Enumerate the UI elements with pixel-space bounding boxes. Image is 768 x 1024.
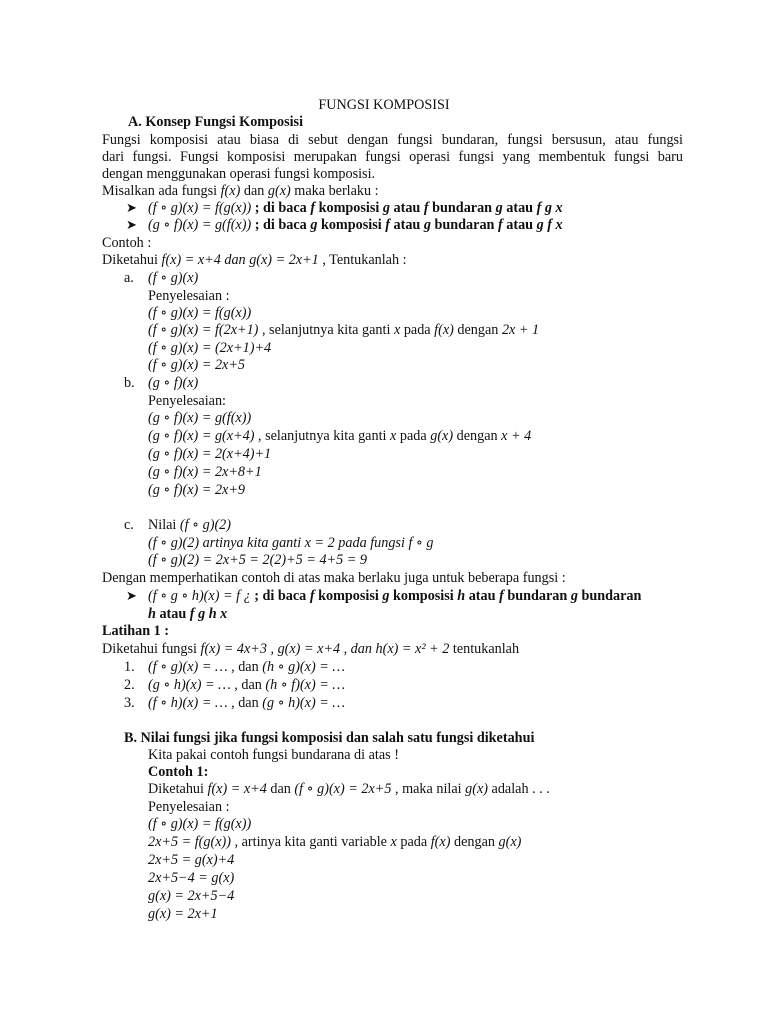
rule-1-t3: atau [389,200,424,216]
rule-2-t5: atau [502,217,537,233]
latihan-item-3-a: (f ∘ h)(x) = … , [148,695,235,711]
latihan-item-1-b: (h ∘ g)(x) = … [262,659,345,675]
diketahui-pre: Diketahui [102,252,162,268]
rule-2-g: g [310,217,318,233]
misalkan-gx: g(x) [267,183,291,199]
rule-2 [148,216,563,234]
latihan-item-3-mid: dan [234,695,263,711]
item-a-step-2-val: 2x + 1 [501,322,540,338]
contoh-1-step-5: g(x) = 2x+5−4 [148,888,235,904]
section-b-heading: B. Nilai fungsi jika fungsi komposisi dan salah satu fungsi diketahui [124,730,535,746]
rule-3-cont [148,605,227,623]
item-b-step-4: (g ∘ f)(x) = 2x+8+1 [148,464,262,480]
item-b-step-2-note: , selanjutnya kita ganti [254,428,391,444]
item-a-step-2-formula: (f ∘ g)(x) = f(2x+1) [148,322,259,338]
arrow-bullet-icon: ➤ [126,217,137,232]
item-b-penyelesaian: Penyelesaian: [148,393,227,409]
latihan-item-3 [148,694,345,712]
rule-3-g: g [382,588,390,604]
contoh-1-mid: dan [266,781,295,797]
contoh-1-step-2 [148,833,521,851]
rule-3-t3: komposisi [389,588,458,604]
rule-3-fghx: f g h x [189,606,228,622]
diketahui-post: , Tentukanlah : [318,252,407,268]
contoh-1-step-6: g(x) = 2x+1 [148,906,218,922]
rule-3-h: h [457,588,466,604]
contoh-1-step-2-x: x [390,834,397,850]
latihan-given [102,640,519,658]
rule-2-formula: (g ∘ f)(x) = g(f(x)) [148,217,252,233]
misalkan-line [102,182,379,200]
latihan-item-1 [148,658,345,676]
item-a-step-2-note: , selanjutnya kita ganti [258,322,394,338]
rule-1-formula: (f ∘ g)(x) = f(g(x)) [148,200,252,216]
rule-3-t4: atau [465,588,500,604]
item-a-step-1: (f ∘ g)(x) = f(g(x)) [148,305,252,321]
item-a-step-2-dengan: dengan [453,322,502,338]
rule-2-t2: komposisi [317,217,386,233]
contoh-1-step-1: (f ∘ g)(x) = f(g(x)) [148,816,252,832]
intro-line-3: dengan menggunakan operasi fungsi komposisi. [102,166,376,182]
rule-2-gfx: g f x [536,217,563,233]
latihan-item-3-b: (g ∘ h)(x) = … [262,695,345,711]
contoh-label: Contoh : [102,235,152,251]
contoh-1-gx: g(x) [465,781,488,797]
latihan-item-3-num: 3. [124,695,135,711]
contoh-1-step-4: 2x+5−4 = g(x) [148,870,235,886]
rule-3-t6: bundaran [577,588,642,604]
rule-2-f2: f [497,217,503,233]
item-c-question-pre: Nilai [148,517,180,533]
arrow-bullet-icon: ➤ [126,200,137,215]
item-b-label: b. [124,375,135,391]
contoh-1-post1: , maka nilai [391,781,466,797]
rule-1-g: g [382,200,390,216]
latihan-item-2 [148,676,345,694]
latihan-item-2-b: (h ∘ f)(x) = … [265,677,345,693]
contoh-1-step-2-pada: pada [396,834,431,850]
misalkan-post: maka berlaku : [290,183,379,199]
rule-1-t4: bundaran [428,200,496,216]
contoh-1-step-2-dengan: dengan [450,834,499,850]
intro-line-2: dari fungsi. Fungsi komposisi merupakan fungsi operasi fungsi yang membentuk fungsi baru [102,149,683,165]
rule-3-f2: f [499,588,504,604]
rule-1-f: f [310,200,316,216]
item-a-step-3: (f ∘ g)(x) = (2x+1)+4 [148,340,272,356]
item-b-step-2-dengan: dengan [453,428,502,444]
rule-3-h2: h [148,606,156,622]
contoh-1-step-2-fx: f(x) [430,834,451,850]
latihan-item-1-num: 1. [124,659,135,675]
contoh-1-post2: adalah . . . [487,781,550,797]
item-b-step-2 [148,427,531,445]
contoh-1-step-2-note: , artinya kita ganti variable [230,834,391,850]
section-a-heading: A. Konsep Fungsi Komposisi [128,114,304,130]
latihan-item-2-a: (g ∘ h)(x) = … , [148,677,238,693]
rule-1-g2: g [495,200,503,216]
diketahui-line [102,251,407,269]
rule-1-fgx: f g x [536,200,563,216]
contoh-1-step-3: 2x+5 = g(x)+4 [148,852,235,868]
contoh-1-label: Contoh 1: [148,764,209,780]
misalkan-pre: Misalkan ada fungsi [102,183,221,199]
diketahui-expr: f(x) = x+4 dan g(x) = 2x+1 [161,252,319,268]
dengan-line: Dengan memperhatikan contoh di atas maka berlaku juga untuk beberapa fungsi : [102,570,566,586]
page-title [0,96,768,114]
latihan-item-1-mid: dan [234,659,263,675]
item-b-step-2-x: x [390,428,397,444]
title-text: FUNGSI KOMPOSISI [318,97,450,113]
contoh-1-penyelesaian: Penyelesaian : [148,799,230,815]
item-a-penyelesaian: Penyelesaian : [148,288,230,304]
latihan-expr: f(x) = 4x+3 , g(x) = x+4 , dan h(x) = x² + 2 [200,641,450,657]
item-a-step-2 [148,321,539,339]
item-b-step-2-pada: pada [396,428,431,444]
item-a-step-2-pada: pada [400,322,435,338]
contoh-1-pre: Diketahui [148,781,208,797]
rule-3 [148,587,641,605]
rule-3-t5: bundaran [503,588,571,604]
latihan-item-2-num: 2. [124,677,135,693]
rule-2-g2: g [423,217,431,233]
contoh-1-step-2-formula: 2x+5 = f(g(x)) [148,834,231,850]
item-b-step-2-gx: g(x) [430,428,454,444]
latihan-post: tentukanlah [449,641,520,657]
rule-2-text: ; di baca [251,217,311,233]
latihan-pre: Diketahui fungsi [102,641,201,657]
item-c-question-expr: (f ∘ g)(2) [179,517,231,533]
misalkan-mid: dan [240,183,268,199]
item-a-step-2-fx: f(x) [434,322,454,338]
rule-1-f2: f [423,200,429,216]
rule-2-f: f [385,217,390,233]
arrow-bullet-icon: ➤ [126,588,137,603]
item-a-question: (f ∘ g)(x) [148,270,199,286]
intro-line-1: Fungsi komposisi atau biasa di sebut dengan fungsi bundaran, fungsi bersusun, atau fungsi [102,132,683,148]
section-b-kita: Kita pakai contoh fungsi bundarana di atas ! [148,747,399,763]
item-b-step-1: (g ∘ f)(x) = g(f(x)) [148,410,252,426]
item-a-label: a. [124,270,134,286]
item-c-label: c. [124,517,134,533]
latihan-heading: Latihan 1 : [102,623,170,639]
rule-1 [148,199,563,217]
rule-3-t2: komposisi [314,588,383,604]
misalkan-fx: f(x) [220,183,241,199]
item-b-step-2-val: x + 4 [501,428,532,444]
contoh-1-fg: (f ∘ g)(x) = 2x+5 [294,781,392,797]
rule-1-t2: komposisi [315,200,383,216]
rule-3-g2: g [570,588,578,604]
rule-1-text: ; di baca [251,200,311,216]
item-b-step-2-formula: (g ∘ f)(x) = g(x+4) [148,428,255,444]
rule-2-t3: atau [389,217,424,233]
item-c-question [148,516,231,534]
contoh-1-step-2-gx: g(x) [498,834,522,850]
contoh-1-fx: f(x) = x+4 [207,781,267,797]
item-a-step-2-x: x [393,322,401,338]
latihan-item-1-a: (f ∘ g)(x) = … , [148,659,235,675]
contoh-1-given [148,780,550,798]
item-c-step-2: (f ∘ g)(2) = 2x+5 = 2(2)+5 = 4+5 = 9 [148,552,367,568]
item-b-step-5: (g ∘ f)(x) = 2x+9 [148,482,246,498]
item-b-step-3: (g ∘ f)(x) = 2(x+4)+1 [148,446,272,462]
rule-2-t4: bundaran [430,217,498,233]
rule-3-formula: (f ∘ g ∘ h)(x) = f ¿ [148,588,251,604]
item-c-step-1: (f ∘ g)(2) artinya kita ganti x = 2 pada fungsi f ∘ g [148,535,434,551]
rule-3-f: f [309,588,315,604]
latihan-item-2-mid: dan [237,677,266,693]
item-b-question: (g ∘ f)(x) [148,375,199,391]
item-a-step-4: (f ∘ g)(x) = 2x+5 [148,357,246,373]
rule-3-text: ; di baca [250,588,310,604]
rule-1-t5: atau [502,200,537,216]
rule-3-t7: atau [155,606,190,622]
